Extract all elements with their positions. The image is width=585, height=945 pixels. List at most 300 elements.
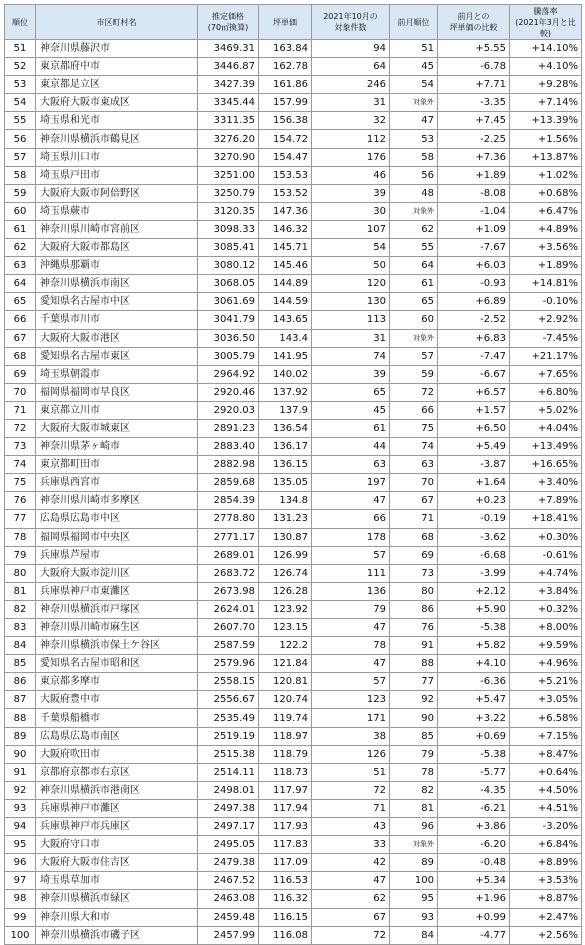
table-row	[5, 673, 582, 691]
city-cell: 大阪府大阪市住吉区	[36, 854, 198, 872]
price-cell: 3276.20	[198, 130, 259, 148]
diff-cell: -3.62	[438, 528, 510, 546]
change-rate-cell: +6.47%	[510, 202, 582, 220]
price-cell: 2497.38	[198, 799, 259, 817]
city-cell: 神奈川県川崎市麻生区	[36, 619, 198, 637]
table-row	[5, 293, 582, 311]
table-row	[5, 401, 582, 419]
prev-rank-cell: 61	[390, 275, 438, 293]
city-cell: 大阪府大阪市阿倍野区	[36, 184, 198, 202]
city-cell: 大阪府大阪市城東区	[36, 419, 198, 437]
diff-cell: +1.64	[438, 474, 510, 492]
count-cell: 33	[312, 836, 390, 854]
count-cell: 39	[312, 184, 390, 202]
price-cell: 2457.99	[198, 926, 259, 944]
tsubo-cell: 123.15	[259, 619, 312, 637]
count-cell: 130	[312, 293, 390, 311]
tsubo-cell: 121.84	[259, 655, 312, 673]
count-cell: 61	[312, 419, 390, 437]
tsubo-cell: 130.87	[259, 528, 312, 546]
city-cell: 広島県広島市中区	[36, 510, 198, 528]
tsubo-cell: 117.97	[259, 781, 312, 799]
tsubo-cell: 137.9	[259, 401, 312, 419]
tsubo-cell: 161.86	[259, 76, 312, 94]
prev-rank-cell: 75	[390, 419, 438, 437]
header-row	[5, 5, 582, 40]
table-row	[5, 763, 582, 781]
price-cell: 3120.35	[198, 202, 259, 220]
change-rate-cell: +6.84%	[510, 836, 582, 854]
tsubo-cell: 118.73	[259, 763, 312, 781]
rank-cell: 62	[5, 239, 36, 257]
ranking-table	[4, 4, 582, 945]
price-cell: 2479.38	[198, 854, 259, 872]
tsubo-cell: 140.02	[259, 365, 312, 383]
tsubo-cell: 117.09	[259, 854, 312, 872]
change-rate-cell: +16.65%	[510, 456, 582, 474]
prev-rank-cell: 68	[390, 528, 438, 546]
rank-cell: 64	[5, 275, 36, 293]
table-row	[5, 619, 582, 637]
change-rate-cell: +3.05%	[510, 691, 582, 709]
table-row	[5, 220, 582, 238]
tsubo-cell: 136.17	[259, 438, 312, 456]
price-cell: 2920.03	[198, 401, 259, 419]
rank-cell: 57	[5, 148, 36, 166]
count-cell: 246	[312, 76, 390, 94]
table-row	[5, 709, 582, 727]
table-row	[5, 58, 582, 76]
diff-cell: -6.68	[438, 546, 510, 564]
diff-cell: +6.50	[438, 419, 510, 437]
city-cell: 兵庫県神戸市灘区	[36, 799, 198, 817]
city-cell: 神奈川県横浜市港南区	[36, 781, 198, 799]
count-cell: 72	[312, 926, 390, 944]
table-row	[5, 166, 582, 184]
count-cell: 43	[312, 818, 390, 836]
prev-rank-cell: 85	[390, 727, 438, 745]
tsubo-cell: 120.74	[259, 691, 312, 709]
price-cell: 2673.98	[198, 582, 259, 600]
diff-cell: +7.45	[438, 112, 510, 130]
city-cell: 神奈川県横浜市緑区	[36, 890, 198, 908]
price-cell: 3270.90	[198, 148, 259, 166]
count-cell: 54	[312, 239, 390, 257]
table-row	[5, 745, 582, 763]
change-rate-cell: +7.14%	[510, 94, 582, 112]
change-rate-cell: +14.10%	[510, 40, 582, 58]
count-cell: 62	[312, 890, 390, 908]
prev-rank-cell: 84	[390, 926, 438, 944]
prev-rank-cell: 62	[390, 220, 438, 238]
table-row	[5, 637, 582, 655]
table-row	[5, 148, 582, 166]
header-price-line2: (70㎡換算)	[207, 23, 249, 32]
rank-cell: 95	[5, 836, 36, 854]
change-rate-cell: +6.58%	[510, 709, 582, 727]
tsubo-cell: 146.32	[259, 220, 312, 238]
table-row	[5, 76, 582, 94]
table-header	[5, 5, 582, 40]
rank-cell: 72	[5, 419, 36, 437]
prev-rank-cell: 53	[390, 130, 438, 148]
rank-cell: 83	[5, 619, 36, 637]
table-row	[5, 438, 582, 456]
diff-cell: -6.36	[438, 673, 510, 691]
change-rate-cell: +0.64%	[510, 763, 582, 781]
diff-cell: -8.08	[438, 184, 510, 202]
city-cell: 神奈川県横浜市鶴見区	[36, 130, 198, 148]
table-body	[5, 40, 582, 945]
count-cell: 94	[312, 40, 390, 58]
rank-cell: 63	[5, 257, 36, 275]
prev-rank-cell: 73	[390, 564, 438, 582]
rank-cell: 85	[5, 655, 36, 673]
count-cell: 79	[312, 600, 390, 618]
price-cell: 3041.79	[198, 311, 259, 329]
tsubo-cell: 122.2	[259, 637, 312, 655]
prev-rank-cell: 56	[390, 166, 438, 184]
diff-cell: +5.34	[438, 872, 510, 890]
price-cell: 3085.41	[198, 239, 259, 257]
count-cell: 32	[312, 112, 390, 130]
change-rate-cell: +4.10%	[510, 58, 582, 76]
table-row	[5, 836, 582, 854]
rank-cell: 73	[5, 438, 36, 456]
diff-cell: +2.12	[438, 582, 510, 600]
rank-cell: 69	[5, 365, 36, 383]
price-cell: 2459.48	[198, 908, 259, 926]
diff-cell: +3.86	[438, 818, 510, 836]
city-cell: 東京都町田市	[36, 456, 198, 474]
header-diff-line2: 坪単価の比較	[449, 23, 498, 32]
rank-cell: 94	[5, 818, 36, 836]
price-cell: 3036.50	[198, 329, 259, 347]
count-cell: 78	[312, 637, 390, 655]
table-row	[5, 564, 582, 582]
tsubo-cell: 117.83	[259, 836, 312, 854]
change-rate-cell: +1.02%	[510, 166, 582, 184]
city-cell: 愛知県名古屋市東区	[36, 347, 198, 365]
prev-rank-cell: 57	[390, 347, 438, 365]
diff-cell: +0.69	[438, 727, 510, 745]
count-cell: 197	[312, 474, 390, 492]
city-cell: 大阪府大阪市東成区	[36, 94, 198, 112]
tsubo-cell: 118.97	[259, 727, 312, 745]
tsubo-cell: 119.74	[259, 709, 312, 727]
city-cell: 兵庫県神戸市東灘区	[36, 582, 198, 600]
diff-cell: +1.57	[438, 401, 510, 419]
tsubo-cell: 116.53	[259, 872, 312, 890]
table-row	[5, 365, 582, 383]
count-cell: 63	[312, 456, 390, 474]
rank-cell: 59	[5, 184, 36, 202]
city-cell: 埼玉県戸田市	[36, 166, 198, 184]
diff-cell: -3.87	[438, 456, 510, 474]
prev-rank-cell: 93	[390, 908, 438, 926]
rank-cell: 55	[5, 112, 36, 130]
diff-cell: -6.67	[438, 365, 510, 383]
rank-cell: 65	[5, 293, 36, 311]
prev-rank-cell: 81	[390, 799, 438, 817]
count-cell: 57	[312, 546, 390, 564]
price-cell: 2556.67	[198, 691, 259, 709]
tsubo-cell: 137.92	[259, 383, 312, 401]
header-price-line1: 推定価格	[212, 12, 244, 21]
city-cell: 千葉県船橋市	[36, 709, 198, 727]
tsubo-cell: 126.74	[259, 564, 312, 582]
diff-cell: -5.38	[438, 619, 510, 637]
diff-cell: +6.89	[438, 293, 510, 311]
table-row	[5, 655, 582, 673]
count-cell: 51	[312, 763, 390, 781]
prev-rank-cell: 70	[390, 474, 438, 492]
header-change-line2: (2021年3月と比較)	[515, 17, 576, 38]
diff-cell: -0.93	[438, 275, 510, 293]
rank-cell: 56	[5, 130, 36, 148]
table-row	[5, 456, 582, 474]
prev-rank-cell: 対象外	[390, 202, 438, 220]
diff-cell: +1.96	[438, 890, 510, 908]
table-row	[5, 311, 582, 329]
rank-cell: 70	[5, 383, 36, 401]
change-rate-cell: +3.53%	[510, 872, 582, 890]
diff-cell: +3.22	[438, 709, 510, 727]
count-cell: 71	[312, 799, 390, 817]
table-row	[5, 854, 582, 872]
change-rate-cell: -7.45%	[510, 329, 582, 347]
change-rate-cell: +3.40%	[510, 474, 582, 492]
diff-cell: -0.48	[438, 854, 510, 872]
city-cell: 京都府京都市右京区	[36, 763, 198, 781]
count-cell: 120	[312, 275, 390, 293]
price-cell: 2587.59	[198, 637, 259, 655]
change-rate-cell: +0.68%	[510, 184, 582, 202]
diff-cell: -4.35	[438, 781, 510, 799]
prev-rank-cell: 80	[390, 582, 438, 600]
count-cell: 38	[312, 727, 390, 745]
count-cell: 47	[312, 655, 390, 673]
city-cell: 埼玉県草加市	[36, 872, 198, 890]
price-cell: 2515.38	[198, 745, 259, 763]
diff-cell: +7.36	[438, 148, 510, 166]
price-cell: 2495.05	[198, 836, 259, 854]
tsubo-cell: 162.78	[259, 58, 312, 76]
diff-cell: +0.99	[438, 908, 510, 926]
tsubo-cell: 144.59	[259, 293, 312, 311]
count-cell: 45	[312, 401, 390, 419]
table-row	[5, 890, 582, 908]
prev-rank-cell: 86	[390, 600, 438, 618]
city-cell: 大阪府大阪市淀川区	[36, 564, 198, 582]
change-rate-cell: -3.20%	[510, 818, 582, 836]
table-row	[5, 40, 582, 58]
city-cell: 愛知県名古屋市昭和区	[36, 655, 198, 673]
city-cell: 埼玉県朝霞市	[36, 365, 198, 383]
price-cell: 3005.79	[198, 347, 259, 365]
price-cell: 3061.69	[198, 293, 259, 311]
rank-cell: 98	[5, 890, 36, 908]
rank-cell: 80	[5, 564, 36, 582]
rank-cell: 54	[5, 94, 36, 112]
table-row	[5, 275, 582, 293]
table-row	[5, 130, 582, 148]
rank-cell: 53	[5, 76, 36, 94]
city-cell: 大阪府大阪市港区	[36, 329, 198, 347]
diff-cell: +1.89	[438, 166, 510, 184]
tsubo-cell: 116.15	[259, 908, 312, 926]
count-cell: 66	[312, 510, 390, 528]
diff-cell: +4.10	[438, 655, 510, 673]
count-cell: 178	[312, 528, 390, 546]
tsubo-cell: 136.54	[259, 419, 312, 437]
tsubo-cell: 154.47	[259, 148, 312, 166]
table-row	[5, 239, 582, 257]
change-rate-cell: +2.56%	[510, 926, 582, 944]
tsubo-cell: 126.99	[259, 546, 312, 564]
diff-cell: -6.21	[438, 799, 510, 817]
city-cell: 神奈川県横浜市保土ケ谷区	[36, 637, 198, 655]
table-row	[5, 546, 582, 564]
rank-cell: 71	[5, 401, 36, 419]
tsubo-cell: 131.23	[259, 510, 312, 528]
city-cell: 埼玉県蕨市	[36, 202, 198, 220]
price-cell: 3446.87	[198, 58, 259, 76]
rank-cell: 74	[5, 456, 36, 474]
table-row	[5, 600, 582, 618]
price-cell: 2558.15	[198, 673, 259, 691]
change-rate-cell: +7.15%	[510, 727, 582, 745]
rank-cell: 78	[5, 528, 36, 546]
diff-cell: -7.47	[438, 347, 510, 365]
prev-rank-cell: 96	[390, 818, 438, 836]
change-rate-cell: +5.21%	[510, 673, 582, 691]
prev-rank-cell: 67	[390, 492, 438, 510]
diff-cell: +5.90	[438, 600, 510, 618]
count-cell: 171	[312, 709, 390, 727]
tsubo-cell: 116.32	[259, 890, 312, 908]
price-cell: 3345.44	[198, 94, 259, 112]
count-cell: 72	[312, 781, 390, 799]
diff-cell: -1.04	[438, 202, 510, 220]
tsubo-cell: 163.84	[259, 40, 312, 58]
diff-cell: +0.23	[438, 492, 510, 510]
header-count	[312, 5, 390, 40]
header-tsubo: 坪単価	[259, 5, 312, 40]
table-row	[5, 383, 582, 401]
prev-rank-cell: 対象外	[390, 94, 438, 112]
tsubo-cell: 143.65	[259, 311, 312, 329]
price-cell: 2463.08	[198, 890, 259, 908]
prev-rank-cell: 54	[390, 76, 438, 94]
count-cell: 111	[312, 564, 390, 582]
city-cell: 神奈川県茅ヶ崎市	[36, 438, 198, 456]
price-cell: 2778.80	[198, 510, 259, 528]
change-rate-cell: +4.74%	[510, 564, 582, 582]
change-rate-cell: +14.81%	[510, 275, 582, 293]
price-cell: 2607.70	[198, 619, 259, 637]
prev-rank-cell: 45	[390, 58, 438, 76]
rank-cell: 89	[5, 727, 36, 745]
rank-cell: 61	[5, 220, 36, 238]
count-cell: 47	[312, 619, 390, 637]
table-row	[5, 419, 582, 437]
rank-cell: 77	[5, 510, 36, 528]
change-rate-cell: +0.32%	[510, 600, 582, 618]
tsubo-cell: 123.92	[259, 600, 312, 618]
count-cell: 126	[312, 745, 390, 763]
tsubo-cell: 117.94	[259, 799, 312, 817]
prev-rank-cell: 65	[390, 293, 438, 311]
prev-rank-cell: 58	[390, 148, 438, 166]
prev-rank-cell: 79	[390, 745, 438, 763]
diff-cell: +7.71	[438, 76, 510, 94]
prev-rank-cell: 95	[390, 890, 438, 908]
price-cell: 2624.01	[198, 600, 259, 618]
table-row	[5, 582, 582, 600]
change-rate-cell: +4.51%	[510, 799, 582, 817]
city-cell: 東京都立川市	[36, 401, 198, 419]
diff-cell: -7.67	[438, 239, 510, 257]
city-cell: 沖縄県那覇市	[36, 257, 198, 275]
diff-cell: +1.09	[438, 220, 510, 238]
table-row	[5, 184, 582, 202]
city-cell: 埼玉県川口市	[36, 148, 198, 166]
price-cell: 2467.52	[198, 872, 259, 890]
table-row	[5, 492, 582, 510]
diff-cell: +6.83	[438, 329, 510, 347]
count-cell: 176	[312, 148, 390, 166]
prev-rank-cell: 69	[390, 546, 438, 564]
prev-rank-cell: 51	[390, 40, 438, 58]
price-cell: 3469.31	[198, 40, 259, 58]
diff-cell: +5.82	[438, 637, 510, 655]
prev-rank-cell: 48	[390, 184, 438, 202]
price-cell: 3098.33	[198, 220, 259, 238]
change-rate-cell: +8.47%	[510, 745, 582, 763]
change-rate-cell: +5.02%	[510, 401, 582, 419]
prev-rank-cell: 77	[390, 673, 438, 691]
change-rate-cell: +18.41%	[510, 510, 582, 528]
change-rate-cell: +4.96%	[510, 655, 582, 673]
tsubo-cell: 135.05	[259, 474, 312, 492]
price-cell: 2891.23	[198, 419, 259, 437]
city-cell: 兵庫県西宮市	[36, 474, 198, 492]
change-rate-cell: +9.59%	[510, 637, 582, 655]
tsubo-cell: 143.4	[259, 329, 312, 347]
diff-cell: +6.03	[438, 257, 510, 275]
table-row	[5, 799, 582, 817]
price-cell: 2771.17	[198, 528, 259, 546]
count-cell: 47	[312, 872, 390, 890]
count-cell: 50	[312, 257, 390, 275]
table-row	[5, 908, 582, 926]
table-row	[5, 926, 582, 944]
diff-cell: -4.77	[438, 926, 510, 944]
table-row	[5, 347, 582, 365]
header-city: 市区町村名	[36, 5, 198, 40]
header-change-line1: 騰落率	[533, 6, 558, 16]
tsubo-cell: 116.08	[259, 926, 312, 944]
change-rate-cell: +8.89%	[510, 854, 582, 872]
count-cell: 67	[312, 908, 390, 926]
rank-cell: 92	[5, 781, 36, 799]
price-cell: 3251.00	[198, 166, 259, 184]
prev-rank-cell: 88	[390, 655, 438, 673]
rank-cell: 68	[5, 347, 36, 365]
count-cell: 123	[312, 691, 390, 709]
count-cell: 57	[312, 673, 390, 691]
